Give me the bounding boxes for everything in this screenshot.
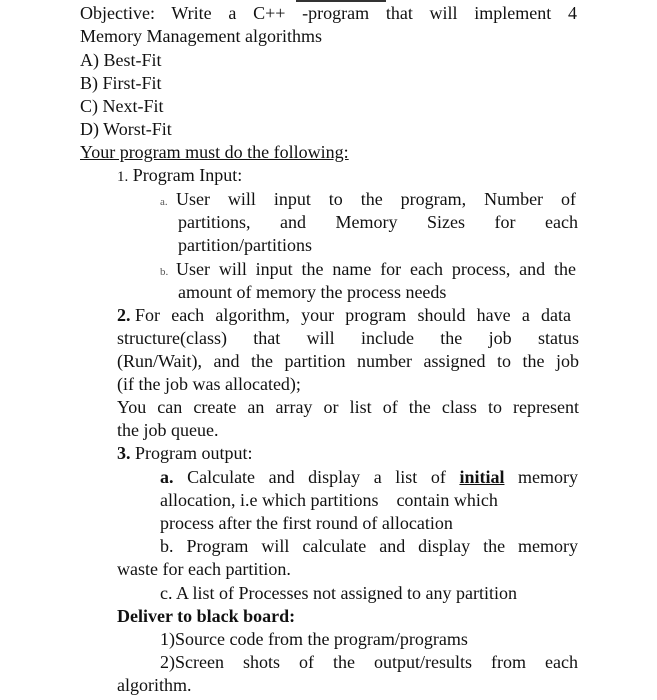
section-3-title: Program output: [135, 443, 253, 463]
input-item-a-line-3: partition/partitions [178, 235, 312, 255]
input-item-b-text-1: User will input the name for each process, and the [176, 259, 576, 279]
section-2-line-4: (if the job was allocated); [117, 374, 301, 394]
section-2-line-2: structure(class) that will include the job status [117, 328, 579, 348]
output-item-b-line-1: b. Program will calculate and display the memory [160, 536, 578, 556]
output-item-c-line-1: c. A list of Processes not assigned to any partition [160, 583, 517, 603]
algorithm-next-fit: C) Next-Fit [80, 96, 164, 116]
section-3-number: 3. [117, 443, 131, 463]
output-item-a-line-2: allocation, i.e which partitions contain which [160, 490, 498, 510]
objective-line-2: Memory Management algorithms [80, 26, 322, 46]
section-3-heading [117, 442, 253, 465]
deliver-heading: Deliver to black board: [117, 606, 296, 626]
deliver-item-1: 1)Source code from the program/programs [160, 629, 468, 649]
deliver-item-2-line-2: algorithm. [117, 675, 192, 695]
input-item-a-text-1: User will input to the program, Number of [176, 189, 576, 209]
output-item-a-text-pre: Calculate and display a list of [187, 467, 446, 487]
input-item-b-marker: b. [160, 266, 169, 278]
deliver-item-2-line-1: 2)Screen shots of the output/results from each [160, 652, 578, 672]
output-item-a-text-post: memory [518, 467, 579, 487]
section-2-text-1: For each algorithm, your program should have a data [135, 305, 571, 325]
section-2-line-6: the job queue. [117, 420, 219, 440]
section-2-line-3: (Run/Wait), and the partition number assigned to the job [117, 351, 579, 371]
objective-line-1: Objective: Write a C++ -program that will implement 4 [80, 3, 577, 23]
algorithm-best-fit: A) Best-Fit [80, 50, 162, 70]
input-item-b-line-2: amount of memory the process needs [178, 282, 447, 302]
algorithm-first-fit: B) First-Fit [80, 73, 162, 93]
input-item-a-line-2: partitions, and Memory Sizes for each [178, 212, 578, 232]
requirements-heading: Your program must do the following: [80, 142, 349, 162]
output-item-a-emphasis: initial [459, 467, 505, 487]
section-1-title: Program Input: [132, 165, 243, 185]
section-1-heading [117, 164, 242, 189]
section-2-line-1 [117, 304, 579, 327]
section-2-line-5: You can create an array or list of the class to represent [117, 397, 579, 417]
output-item-a-marker: a. [160, 467, 174, 487]
output-item-a-line-3: process after the first round of allocation [160, 513, 453, 533]
output-item-b-line-2: waste for each partition. [117, 559, 291, 579]
section-1-number: 1. [117, 169, 129, 185]
output-item-a-line-1 [160, 466, 578, 489]
input-item-a-marker: a. [160, 196, 168, 208]
algorithm-worst-fit: D) Worst-Fit [80, 119, 172, 139]
section-2-number: 2. [117, 305, 131, 325]
